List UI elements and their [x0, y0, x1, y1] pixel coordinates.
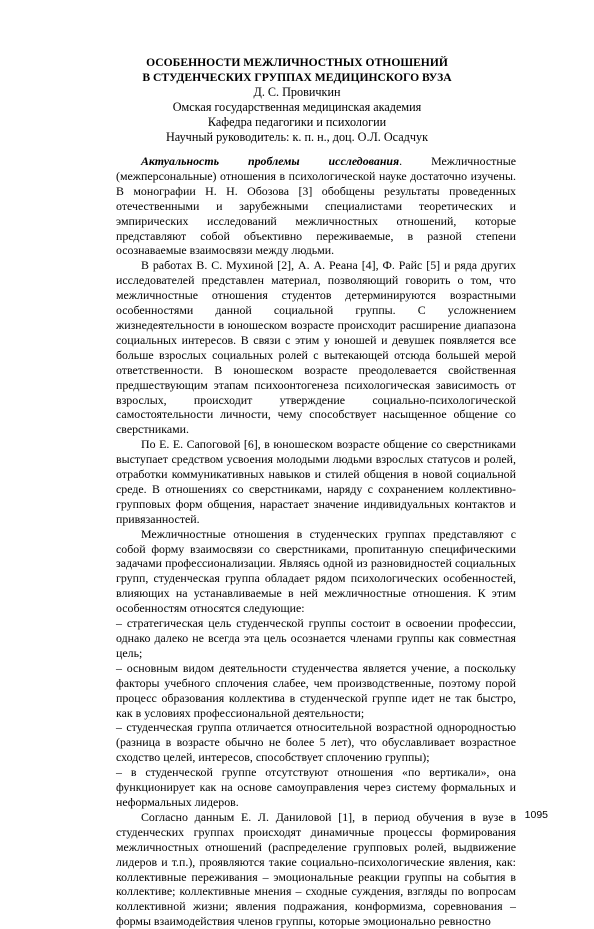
article-title-line-2: В СТУДЕНЧЕСКИХ ГРУППАХ МЕДИЦИНСКОГО ВУЗА [142, 71, 452, 84]
article-body [116, 154, 516, 929]
relevance-text: . Межличностные (межперсональные) отношения в психологической науке достаточно изучены. В монографии Н. Н. Обозова [3] обобщены результаты проведенных отечественными и зарубежными специалистами теоретических и эмпирических исследований межличностных отношений, которые представляют собой объективно переживаемые, в разной степени осознаваемые взаимосвязи между людьми. [116, 154, 516, 258]
article-title-line-1: ОСОБЕННОСТИ МЕЖЛИЧНОСТНЫХ ОТНОШЕНИЙ [146, 56, 448, 69]
list-item-main-activity: – основным видом деятельности студенчества является учение, а поскольку факторы учебного сплочения слабее, чем производственные, поэтому порой процесс образования коллектива в студенческой группе идет не так быстро, как в условиях профессиональной деятельности; [116, 660, 516, 720]
paragraph-age-factors: В работах В. С. Мухиной [2], А. А. Реана [4], Ф. Райс [5] и ряда других исследователей представлен материал, позволяющий говорить о том, что межличностные отношения студентов детерминируются возрастными особенностями данной социальной группы. С усложнением жизнедеятельности в юношеском возрасте происходит расширение диапазона социальных интересов. В связи с этим у юношей и девушек появляется все больше взрослых социальных ролей с вытекающей отсюда большей мерой ответственности. В юношеском возрасте преодолевается свойственная предшествующим этапам психоонтогенеза психологическая зависимость от взрослых, происходит утверждение социально-психологической самостоятельности личности, чему способствует насыщенное общение со сверстниками. [116, 258, 516, 437]
list-item-age-homogeneity: – студенческая группа отличается относительной возрастной однородностью (разница в возрасте обычно не более 5 лет), что обуславливает возрастное сходство целей, интересов, способствует сплочению группы); [116, 720, 516, 765]
paragraph-group-features: Межличностные отношения в студенческих группах представляют с собой форму взаимосвязи со сверстниками, пропитанную специфическими задачами профессионализации. Являясь одной из разновидностей социальных групп, студенческая группа обладает рядом психологических особенностей, влияющих на устанавливаемые в ней межличностные отношения. К этим особенностям относятся следующие: [116, 526, 516, 616]
department-name: Кафедра педагогики и психологии [207, 115, 387, 129]
list-item-self-government: – в студенческой группе отсутствуют отношения «по вертикали», она функционирует как на основе самоуправления через систему формальных и неформальных лидеров. [116, 765, 516, 809]
page-number: 1095 [524, 809, 548, 821]
relevance-heading: Актуальность проблемы исследования [141, 154, 400, 168]
paragraph-peer-communication: По Е. Е. Сапоговой [6], в юношеском возрасте общение со сверстниками выступает средством усвоения молодыми людьми взрослых статусов и ролей, отработки коммуникативных навыков и стилей общения в новой социальной среде. В отношениях со сверстниками, наряду с сохранением коллективно-групповых форм общения, нарастает значение индивидуальных контактов и привязанностей. [116, 437, 516, 526]
list-item-strategic-goal: – стратегическая цель студенческой группы состоит в освоении профессии, однако далеко не всегда эта цель осознается членами группы как совместная цель; [116, 616, 516, 660]
article-header [0, 55, 594, 145]
scientific-supervisor: Научный руководитель: к. п. н., доц. О.Л. Осадчук [166, 130, 428, 144]
author-name: Д. С. Провичкин [253, 85, 341, 99]
institution-name: Омская государственная медицинская академия [172, 100, 422, 114]
paragraph-group-dynamics: Согласно данным Е. Л. Даниловой [1], в период обучения в вузе в студенческих группах происходят динамичные процессы формирования межличностных отношений (распределение групповых ролей, выдвижение лидеров и т.п.), проявляются такие социально-психологические явления, как: коллективные переживания – эмоциональные реакции группы на события в коллективе; коллективные мнения – сходные суждения, взгляды по вопросам коллективной жизни; явления подражания, конформизма, соревнования – формы взаимодействия членов группы, которые эмоционально ревностно [116, 809, 516, 929]
paragraph-relevance [116, 154, 516, 258]
